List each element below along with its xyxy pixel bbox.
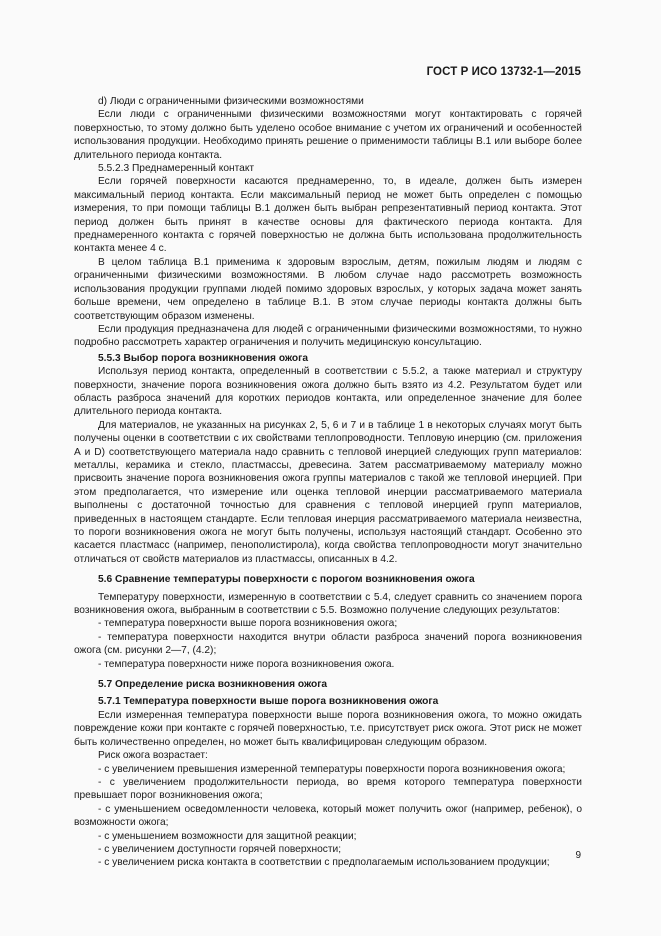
subsection-heading: 5.5.2.3 Преднамеренный контакт [98,163,255,175]
paragraph: Если измеренная температура поверхности выше порога возникновения ожога, то можно ожидать повреждение кожи при контакте с горячей поверхностью, т.е. присутствует риск ожога. Этот риск не может быть количественно определен, но может быть квалифицирован следующим образом. [74,709,582,748]
list-item: - с увеличением доступности горячей поверхности; [98,843,342,855]
list-item: - с увеличением риска контакта в соответствии с предполагаемым использованием продукции; [98,857,550,869]
list-item: - температура поверхности ниже порога возникновения ожога. [98,658,395,670]
paragraph: Температуру поверхности, измеренную в соответствии с 5.4, следует сравнить со значением порога возникновения ожога, выбранным в соответствии с 5.5. Возможно получение следующих результатов: [74,591,582,617]
section-heading: 5.7 Определение риска возникновения ожога [98,679,328,691]
list-item: - с уменьшением осведомленности человека, который может получить ожог (например, ребенок), о возможности ожога; [74,803,582,829]
paragraph: Если горячей поверхности касаются преднамеренно, то, в идеале, должен быть измерен максимальный период контакта. Если максимальный период не может быть определен с помощью измерения, то при помощи таблицы В.1 должен быть выбран репрезентативный период контакта. Этот период должен быть принят в качестве основы для фактического периода контакта. Для преднамеренного контакта с горячей поверхностью не должна быть использована продолжительность контакта менее 4 с. [74,176,582,255]
list-item: - температура поверхности выше порога возникновения ожога; [98,618,398,630]
paragraph: Если люди с ограниченными физическими возможностями могут контактировать с горячей поверхностью, то этому должно быть уделено особое внимание с учетом их ограничений и особенностей использования продукции. Необходимо принять решение о применимости таблицы В.1 или выборе более длительного периода контакта. [74,109,582,161]
paragraph: Если продукция предназначена для людей с ограниченными физическими возможностями, то нужно подробно рассмотреть характер ограничения и получить медицинскую консультацию. [74,323,582,349]
page-number: 9 [575,850,581,861]
paragraph: Используя период контакта, определенный в соответствии с 5.5.2, а также материал и структуру поверхности, значение порога возникновения ожога должно быть взято из 4.2. Результатом будет или область разброса значений для коротких периодов контакта, или определенное значение для более длительного периода контакта. [74,366,582,418]
list-item: - с увеличением продолжительности периода, во время которого температура поверхности превышает порог возникновения ожога; [74,776,582,802]
document-body [74,95,582,870]
paragraph: В целом таблица В.1 применима к здоровым взрослым, детям, пожилым людям и людям с ограниченными физическими возможностями. В любом случае надо рассмотреть возможность использования продукции группами людей помимо здоровых взрослых, у которых задача может занять больше времени, чем определено в таблице В.1. В этом случае периоды контакта должны быть соответствующим образом изменены. [74,256,582,322]
document-header: ГОСТ Р ИСО 13732-1—2015 [426,66,581,78]
subsection-heading: d) Люди с ограниченными физическими возможностями [98,96,364,107]
paragraph: Для материалов, не указанных на рисунках 2, 5, 6 и 7 и в таблице 1 в некоторых случаях могут быть получены оценки в соответствии с их свойствами теплопроводности. Тепловую инерцию (см. приложения А и D) соответствующего материала надо сравнить с тепловой инерцией следующих групп материалов: металлы, керамика и стекло, пластмассы, древесина. Затем рассматриваемому материалу можно присвоить значение порога возникновения ожога группы материалов с такой же тепловой инерцией. При этом предполагается, что измерение или оценка тепловой инерции рассматриваемого материала выполнены с достаточной точностью для сравнения с тепловой инерцией групп материалов, приведенных в настоящем стандарте. Если тепловая инерция рассматриваемого материала неизвестна, то пороги возникновения ожога не могут быть получены, используя настоящий стандарт. Особенно это касается пластмасс (например, пенополистирола), когда свойства теплопроводности могут значительно отличаться от свойств материалов из пластмассы, описанных в 4.2. [74,419,582,565]
section-heading: 5.5.3 Выбор порога возникновения ожога [98,352,309,364]
list-item: - температура поверхности находится внутри области разброса значений порога возникновения ожога (см. рисунки 2—7, (4.2); [74,631,582,657]
list-item: - с увеличением превышения измеренной температуры поверхности порога возникновения ожога; [98,763,566,775]
section-heading: 5.6 Сравнение температуры поверхности с порогом возникновения ожога [98,574,475,586]
paragraph: Риск ожога возрастает: [98,750,208,762]
section-heading: 5.7.1 Температура поверхности выше порога возникновения ожога [98,696,439,708]
list-item: - с уменьшением возможности для защитной реакции; [98,830,357,842]
